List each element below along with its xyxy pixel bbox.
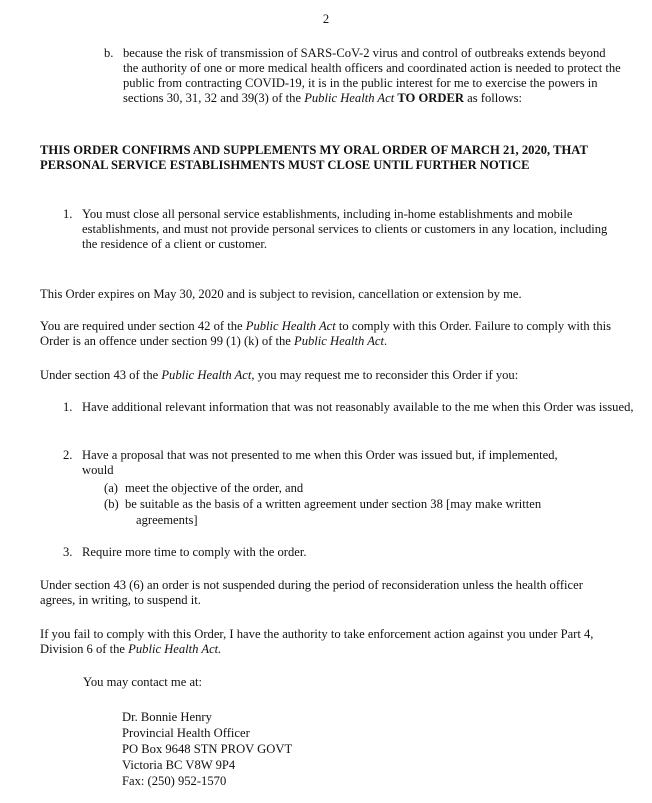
compliance-text: You are required under section 42 of the Public Health Act to comply with this Order. Failure to comply with this Order is an offence under section 99 (1) (k) of the Public Health Act. bbox=[40, 319, 612, 348]
enforcement-text: If you fail to comply with this Order, I have the authority to take enforcement action against you under Part 4, Division 6 of the Public Health Act. bbox=[40, 627, 594, 656]
sub-item-text: be suitable as the basis of a written agreement under section 38 [may make written bbox=[125, 497, 542, 511]
order-item-number: 1. bbox=[63, 207, 73, 221]
suspension-text: Under section 43 (6) an order is not suspended during the period of reconsideration unless the health officer agrees, in writing, to suspend it. bbox=[40, 578, 583, 607]
contact-fax: Fax: (250) 952-1570 bbox=[122, 774, 227, 788]
act-reference: Public Health Act, bbox=[161, 368, 255, 382]
reconsider-item-text: Require more time to comply with the order. bbox=[82, 545, 307, 559]
contact-city: Victoria BC V8W 9P4 bbox=[122, 758, 236, 772]
sub-item-label: (b) bbox=[104, 497, 119, 511]
sub-item-text: meet the objective of the order, and bbox=[125, 481, 304, 495]
contact-po-box: PO Box 9648 STN PROV GOVT bbox=[122, 742, 293, 756]
act-reference: Public Health Act bbox=[294, 334, 385, 348]
act-reference: Public Health Act. bbox=[128, 642, 222, 656]
reconsider-item-number: 3. bbox=[63, 545, 73, 559]
order-heading: THIS ORDER CONFIRMS AND SUPPLEMENTS MY ORAL ORDER OF MARCH 21, 2020, THAT PERSONAL SERVICE ESTABLISHMENTS MUST CLOSE UNTIL FURTHER NOTICE bbox=[40, 143, 588, 172]
act-reference: Public Health Act bbox=[245, 319, 336, 333]
sub-item-label: (a) bbox=[104, 481, 118, 495]
page-number: 2 bbox=[322, 12, 330, 26]
reconsider-intro: Under section 43 of the Public Health Act, you may request me to reconsider this Order if you: bbox=[40, 368, 519, 382]
reconsider-item-text: Have additional relevant information that was not reasonably available to the me when this Order was issued, bbox=[82, 400, 634, 414]
clause-b-label: b. bbox=[104, 46, 114, 60]
contact-title: Provincial Health Officer bbox=[122, 726, 250, 740]
act-reference: Public Health Act bbox=[304, 91, 395, 105]
reconsider-item-text: Have a proposal that was not presented to me when this Order was issued but, if implemented, would bbox=[82, 448, 558, 477]
order-item-text: You must close all personal service establishments, including in-home establishments and mobile establishments, and must not provide personal services to clients or customers in any location, including the residence of a client or customer. bbox=[82, 207, 608, 251]
reconsider-item-number: 2. bbox=[63, 448, 73, 462]
contact-intro: You may contact me at: bbox=[83, 675, 203, 689]
contact-name: Dr. Bonnie Henry bbox=[122, 710, 212, 724]
contact-block bbox=[122, 709, 292, 789]
clause-b-text: because the risk of transmission of SARS-CoV-2 virus and control of outbreaks extends beyond the authority of one or more medical health officers and coordinated action is needed to protect the public from contracting COVID-19, it is in the public interest for me to exercise the powers in sections 30, 31, 32 and 39(3) of the Public Health Act TO ORDER as follows: bbox=[123, 46, 621, 105]
sub-item-text-continued: agreements] bbox=[136, 513, 198, 527]
reconsider-item-number: 1. bbox=[63, 400, 73, 414]
expiry-text: This Order expires on May 30, 2020 and is subject to revision, cancellation or extension by me. bbox=[40, 287, 522, 301]
